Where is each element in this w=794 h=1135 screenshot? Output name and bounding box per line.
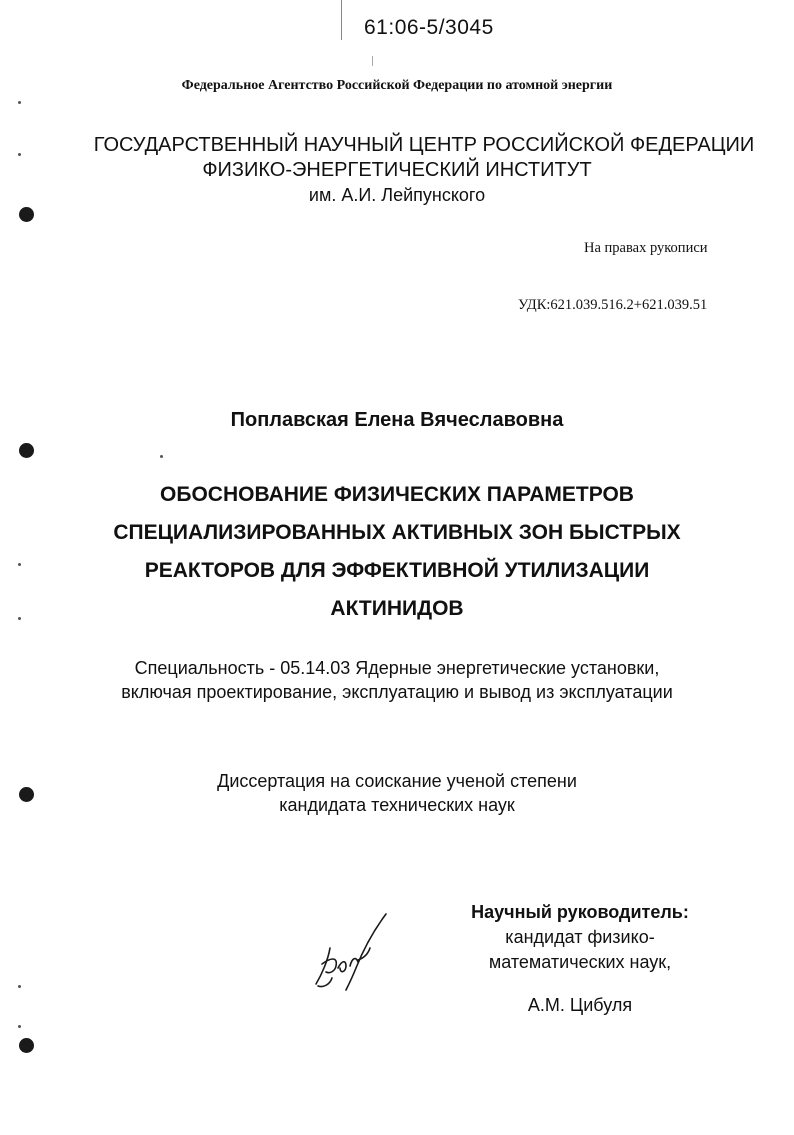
dissertation-title: [0, 476, 794, 628]
title-line: ОБОСНОВАНИЕ ФИЗИЧЕСКИХ ПАРАМЕТРОВ: [160, 483, 634, 506]
author-name: Поплавская Елена Вячеславовна: [230, 409, 564, 431]
scan-speck: [160, 455, 163, 458]
specialty-line-1: Специальность - 05.14.03 Ядерные энергетические установки,: [134, 658, 660, 678]
advisor-name: А.М. Цибуля: [527, 995, 633, 1015]
scan-speck: [18, 153, 21, 156]
title-line: СПЕЦИАЛИЗИРОВАННЫХ АКТИВНЫХ ЗОН БЫСТРЫХ: [113, 521, 681, 544]
institution-line-1: ГОСУДАРСТВЕННЫЙ НАУЧНЫЙ ЦЕНТР РОССИЙСКОЙ ФЕДЕРАЦИИ: [93, 134, 755, 156]
archive-code: 61:06-5/3045: [364, 16, 494, 39]
title-line: РЕАКТОРОВ ДЛЯ ЭФФЕКТИВНОЙ УТИЛИЗАЦИИ: [144, 559, 650, 582]
scan-mark: [341, 0, 342, 40]
specialty-line-2: включая проектирование, эксплуатацию и вывод из эксплуатации: [121, 682, 673, 702]
agency-name: Федеральное Агентство Российской Федерации по атомной энергии: [181, 78, 613, 93]
scan-speck: [18, 563, 21, 566]
institution-line-3: им. А.И. Лейпунского: [308, 185, 486, 205]
advisor-degree-line-1: кандидат физико-: [505, 927, 655, 947]
degree-statement: [0, 769, 794, 817]
scan-speck: [18, 985, 21, 988]
advisor-degree-line-2: математических наук,: [488, 952, 672, 972]
scan-speck: [18, 617, 21, 620]
scan-mark: [372, 56, 373, 66]
punch-hole: [19, 443, 34, 458]
punch-hole: [19, 1038, 34, 1053]
advisor-heading: Научный руководитель:: [471, 902, 689, 922]
signature-icon: [308, 908, 398, 994]
title-line: АКТИНИДОВ: [330, 597, 464, 620]
udc-code: УДК:621.039.516.2+621.039.51: [518, 297, 708, 313]
scientific-advisor: [455, 900, 705, 1018]
manuscript-rights: На правах рукописи: [584, 240, 708, 256]
degree-line-2: кандидата технических наук: [279, 795, 515, 815]
punch-hole: [19, 207, 34, 222]
degree-line-1: Диссертация на соискание ученой степени: [217, 771, 577, 791]
scan-speck: [18, 1025, 21, 1028]
institution-name: [0, 133, 794, 208]
scan-speck: [18, 101, 21, 104]
institution-line-2: ФИЗИКО-ЭНЕРГЕТИЧЕСКИЙ ИНСТИТУТ: [202, 159, 592, 181]
punch-hole: [19, 787, 34, 802]
specialty: [0, 656, 794, 704]
